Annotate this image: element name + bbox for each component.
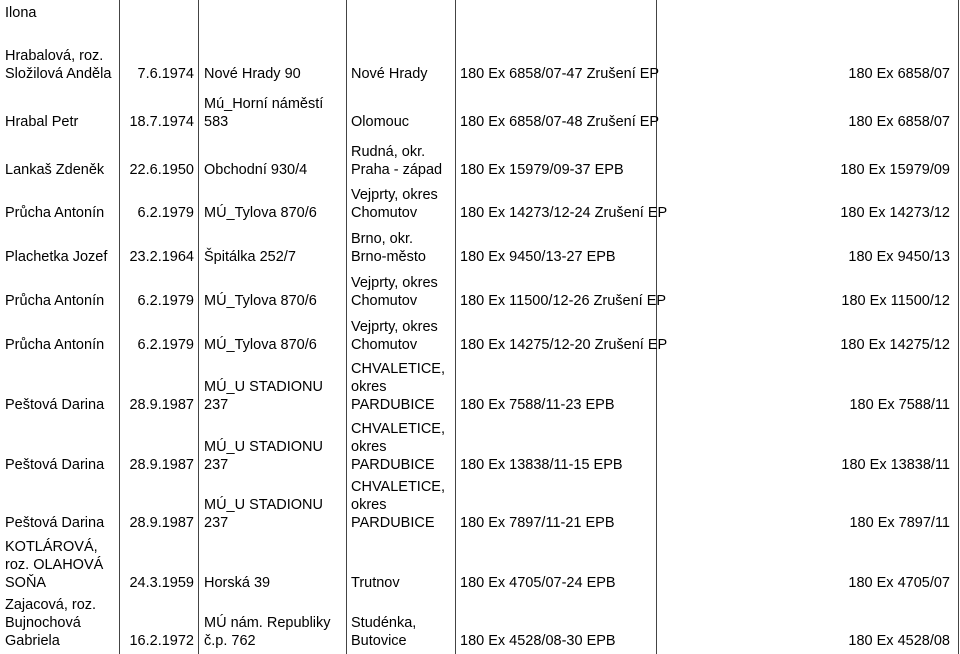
cell-name: Peštová Darina xyxy=(5,457,105,473)
cell-date: 22.6.1950 xyxy=(129,162,194,178)
cell-place: Vejprty, okres Chomutov xyxy=(351,275,438,309)
cell-case: 180 Ex 14273/12-24 Zrušení EP xyxy=(460,205,668,221)
column-divider xyxy=(119,0,120,654)
cell-file: 180 Ex 9450/13 xyxy=(848,249,950,265)
cell-file: 180 Ex 6858/07 xyxy=(848,114,950,130)
cell-address: Horská 39 xyxy=(204,575,271,591)
cell-date: 28.9.1987 xyxy=(129,457,194,473)
cell-date: 7.6.1974 xyxy=(137,66,194,82)
cell-date: 6.2.1979 xyxy=(137,205,194,221)
cell-case: 180 Ex 4705/07-24 EPB xyxy=(460,575,616,591)
cell-place: Olomouc xyxy=(351,114,410,130)
cell-file: 180 Ex 7588/11 xyxy=(849,397,950,413)
cell-address: Nové Hrady 90 xyxy=(204,66,301,82)
cell-file: 180 Ex 4528/08 xyxy=(848,633,950,649)
cell-case: 180 Ex 13838/11-15 EPB xyxy=(460,457,623,473)
column-divider xyxy=(656,0,657,654)
cell-address: MÚ_U STADIONU 237 xyxy=(204,379,323,413)
column-divider xyxy=(958,0,959,654)
cell-case: 180 Ex 14275/12-20 Zrušení EP xyxy=(460,337,668,353)
cell-place: Rudná, okr. Praha - západ xyxy=(351,144,443,178)
cell-case: 180 Ex 6858/07-48 Zrušení EP xyxy=(460,114,660,130)
cell-file: 180 Ex 4705/07 xyxy=(848,575,950,591)
cell-date: 18.7.1974 xyxy=(129,114,194,130)
cell-place: CHVALETICE, okres PARDUBICE xyxy=(351,361,446,413)
cell-address: Mú_Horní náměstí 583 xyxy=(204,96,324,130)
cell-date: 28.9.1987 xyxy=(129,515,194,531)
cell-name: Zajacová, roz. Bujnochová Gabriela xyxy=(5,597,97,649)
cell-date: 28.9.1987 xyxy=(129,397,194,413)
cell-address: MÚ nám. Republiky č.p. 762 xyxy=(204,615,331,649)
cell-file: 180 Ex 6858/07 xyxy=(848,66,950,82)
column-divider xyxy=(455,0,456,654)
cell-case: 180 Ex 11500/12-26 Zrušení EP xyxy=(460,293,667,309)
cell-date: 24.3.1959 xyxy=(129,575,194,591)
cell-file: 180 Ex 14273/12 xyxy=(840,205,950,221)
cell-place: CHVALETICE, okres PARDUBICE xyxy=(351,479,446,531)
cell-date: 6.2.1979 xyxy=(137,337,194,353)
cell-case: 180 Ex 6858/07-47 Zrušení EP xyxy=(460,66,660,82)
cell-date: 6.2.1979 xyxy=(137,293,194,309)
cell-name: KOTLÁROVÁ, roz. OLAHOVÁ SOŇA xyxy=(5,539,104,591)
cell-name: Hrabal Petr xyxy=(5,114,79,130)
cell-case: 180 Ex 15979/09-37 EPB xyxy=(460,162,624,178)
cell-place: Trutnov xyxy=(351,575,400,591)
cell-file: 180 Ex 14275/12 xyxy=(840,337,950,353)
header-name: Ilona xyxy=(5,5,37,21)
cell-name: Hrabalová, roz. Složilová Anděla xyxy=(5,48,112,82)
cell-case: 180 Ex 7588/11-23 EPB xyxy=(460,397,615,413)
cell-name: Peštová Darina xyxy=(5,397,105,413)
cell-address: MÚ_U STADIONU 237 xyxy=(204,439,323,473)
cell-case: 180 Ex 4528/08-30 EPB xyxy=(460,633,616,649)
cell-file: 180 Ex 7897/11 xyxy=(849,515,950,531)
cell-date: 23.2.1964 xyxy=(129,249,194,265)
cell-place: Vejprty, okres Chomutov xyxy=(351,319,438,353)
cell-name: Peštová Darina xyxy=(5,515,105,531)
cell-place: Vejprty, okres Chomutov xyxy=(351,187,438,221)
cell-name: Průcha Antonín xyxy=(5,337,105,353)
cell-address: MÚ_U STADIONU 237 xyxy=(204,497,323,531)
cell-address: MÚ_Tylova 870/6 xyxy=(204,205,317,221)
cell-file: 180 Ex 11500/12 xyxy=(841,293,950,309)
cell-address: MÚ_Tylova 870/6 xyxy=(204,337,317,353)
column-divider xyxy=(346,0,347,654)
cell-name: Průcha Antonín xyxy=(5,205,105,221)
cell-name: Plachetka Jozef xyxy=(5,249,108,265)
cell-case: 180 Ex 9450/13-27 EPB xyxy=(460,249,616,265)
cell-name: Průcha Antonín xyxy=(5,293,105,309)
column-divider xyxy=(198,0,199,654)
cell-file: 180 Ex 13838/11 xyxy=(841,457,950,473)
cell-address: MÚ_Tylova 870/6 xyxy=(204,293,317,309)
cell-place: Brno, okr. Brno-město xyxy=(351,231,426,265)
cell-place: CHVALETICE, okres PARDUBICE xyxy=(351,421,446,473)
cell-address: Obchodní 930/4 xyxy=(204,162,308,178)
cell-address: Špitálka 252/7 xyxy=(204,249,296,265)
cell-place: Nové Hrady xyxy=(351,66,428,82)
cell-place: Studénka, Butovice xyxy=(351,615,417,649)
cell-date: 16.2.1972 xyxy=(129,633,194,649)
cell-name: Lankaš Zdeněk xyxy=(5,162,105,178)
cell-file: 180 Ex 15979/09 xyxy=(840,162,950,178)
cell-case: 180 Ex 7897/11-21 EPB xyxy=(460,515,615,531)
